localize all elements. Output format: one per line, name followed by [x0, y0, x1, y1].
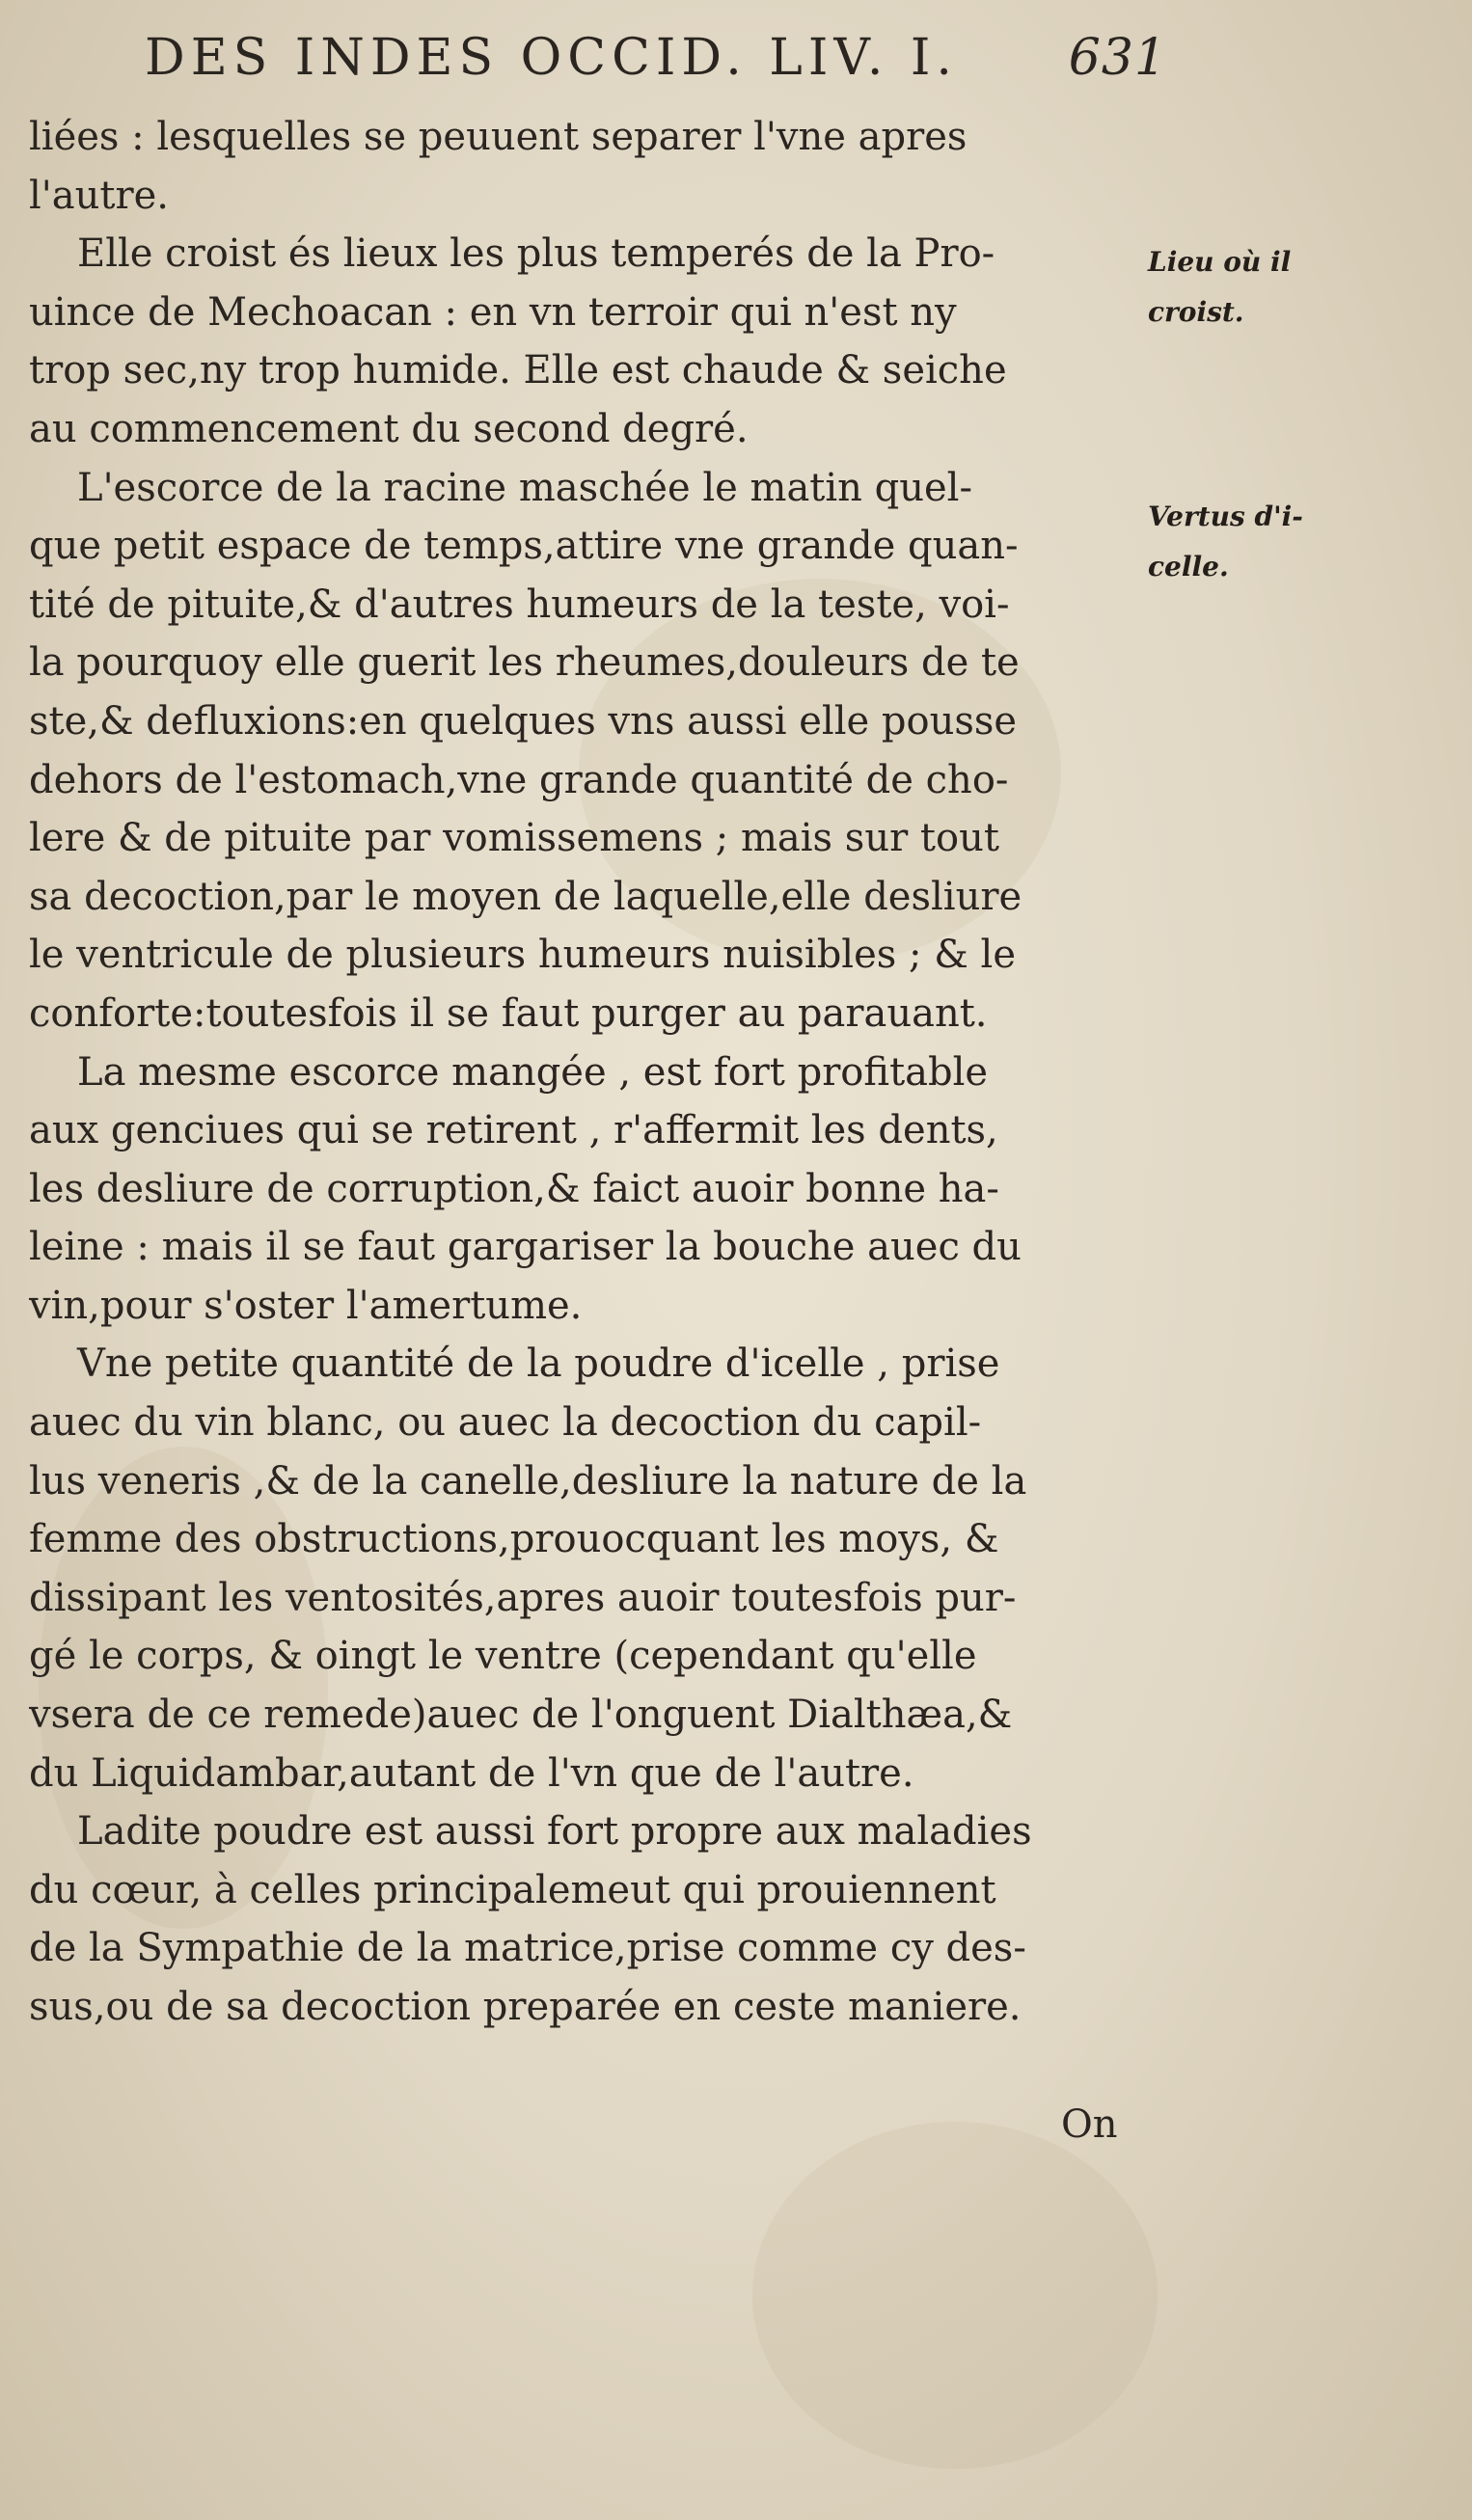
body-text — [29, 108, 1138, 2037]
text-line: du cœur, à celles principalemeut qui prouiennent — [29, 1867, 996, 1912]
text-line: tité de pituite,& d'autres humeurs de la teste, voi- — [29, 582, 1010, 627]
text-line: femme des obstructions,prouocquant les moys, & — [29, 1517, 999, 1562]
text-line: liées : lesquelles se peuuent separer l'vne apres — [29, 115, 968, 159]
text-line: vin,pour s'oster l'amertume. — [29, 1283, 583, 1328]
text-line: gé le corps, & oingt le ventre (cependant qu'elle — [29, 1634, 977, 1679]
margin-note-line: croist. — [1148, 296, 1244, 328]
page-number: 631 — [1068, 29, 1167, 87]
text-line: Ladite poudre est aussi fort propre aux maladies — [77, 1809, 1032, 1855]
text-line: la pourquoy elle guerit les rheumes,douleurs de te — [29, 640, 1020, 686]
text-line: lere & de pituite par vomissemens ; mais sur tout — [29, 816, 999, 861]
text-line: au commencement du second degré. — [29, 406, 749, 451]
text-line: L'escorce de la racine maschée le matin quel- — [77, 465, 972, 510]
text-line: leine : mais il se faut gargariser la bouche auec du — [29, 1225, 1022, 1270]
text-line: vsera de ce remede)auec de l'onguent Dialthæa,& — [29, 1693, 1013, 1738]
margin-note-location — [1148, 237, 1457, 338]
running-title: DES INDES OCCID. LIV. I. — [145, 29, 958, 87]
text-line: sus,ou de sa decoction preparée en ceste maniere. — [29, 1985, 1022, 2029]
text-line: du Liquidambar,autant de l'vn que de l'autre. — [29, 1750, 914, 1796]
text-line: les desliure de corruption,& faict auoir bonne ha- — [29, 1166, 999, 1211]
paper-stain — [752, 2122, 1158, 2469]
catchword: On — [1061, 2102, 1118, 2147]
text-line: sa decoction,par le moyen de laquelle,elle desliure — [29, 874, 1022, 919]
text-line: trop sec,ny trop humide. Elle est chaude & seiche — [29, 348, 1007, 393]
running-header — [145, 29, 1167, 106]
text-line: ste,& defluxions:en quelques vns aussi elle pousse — [29, 698, 1018, 744]
text-line: Elle croist és lieux les plus temperés de la Pro- — [77, 231, 995, 277]
text-line: auec du vin blanc, ou auec la decoction du capil- — [29, 1400, 982, 1446]
text-line: Vne petite quantité de la poudre d'icelle , prise — [77, 1341, 1000, 1387]
margin-note-line: Vertus d'i- — [1148, 501, 1303, 532]
margin-note-line: Lieu où il — [1148, 246, 1292, 278]
text-line: l'autre. — [29, 173, 169, 218]
margin-note-line: celle. — [1148, 551, 1229, 583]
text-line: le ventricule de plusieurs humeurs nuisibles ; & le — [29, 933, 1016, 978]
text-line: conforte:toutesfois il se faut purger au parauant. — [29, 990, 988, 1036]
text-line: aux genciues qui se retirent , r'affermit les dents, — [29, 1108, 998, 1153]
text-line: uince de Mechoacan : en vn terroir qui n'est ny — [29, 289, 957, 335]
text-line: que petit espace de temps,attire vne grande quan- — [29, 524, 1019, 569]
text-line: dissipant les ventosités,apres auoir toutesfois pur- — [29, 1575, 1017, 1620]
text-line: La mesme escorce mangée , est fort profitable — [77, 1049, 989, 1095]
text-line: dehors de l'estomach,vne grande quantité de cho- — [29, 757, 1009, 802]
margin-note-virtues — [1148, 492, 1457, 592]
text-line: de la Sympathie de la matrice,prise comme cy des- — [29, 1926, 1026, 1971]
text-line: lus veneris ,& de la canelle,desliure la nature de la — [29, 1458, 1027, 1504]
